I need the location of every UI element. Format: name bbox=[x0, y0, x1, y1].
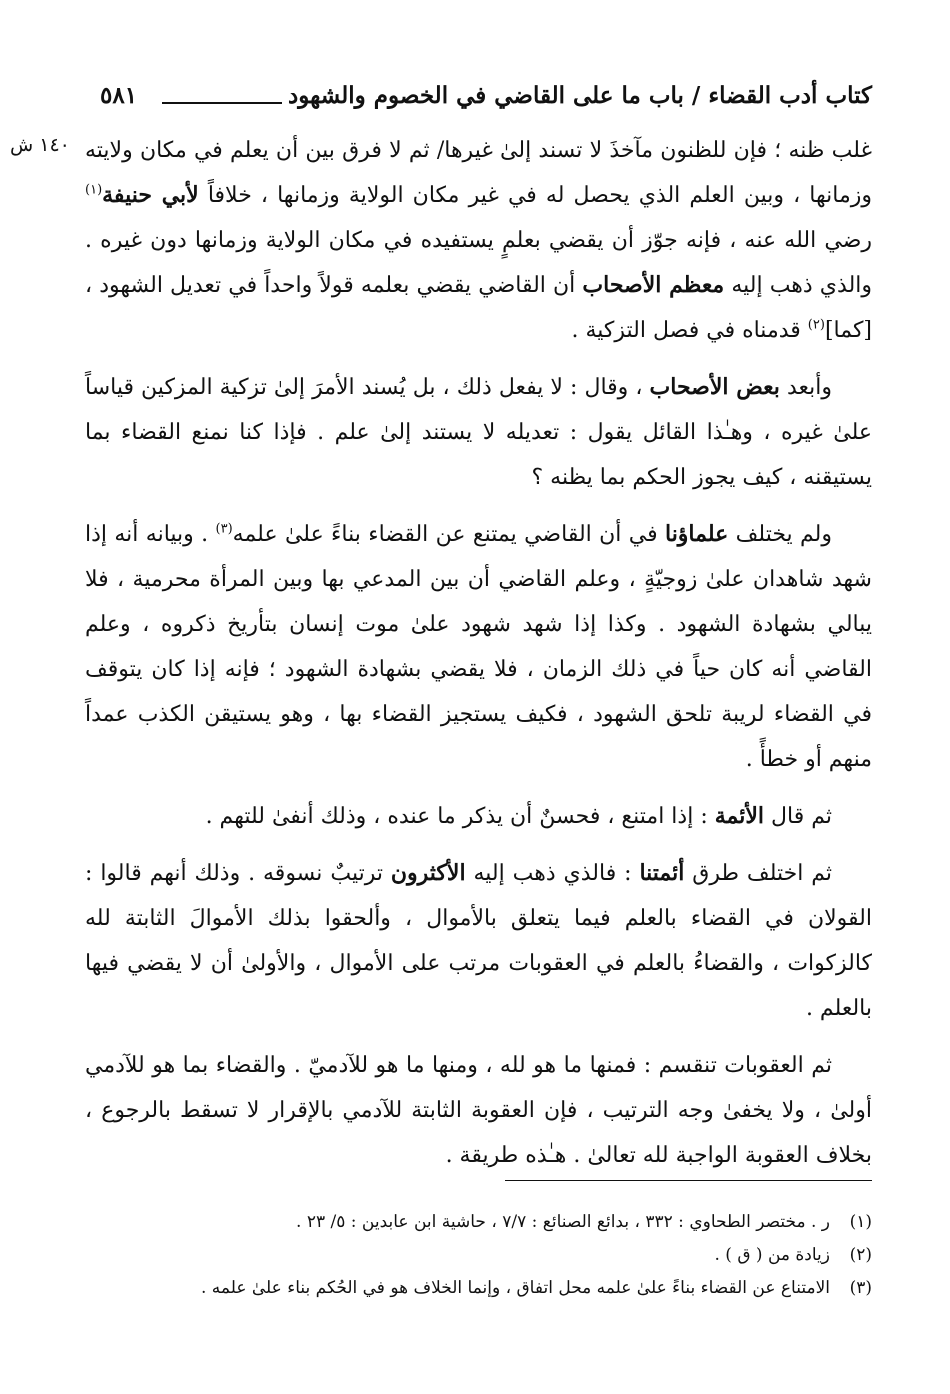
emphasized-term: الأئمة bbox=[714, 803, 765, 829]
footnote-number: (٣) bbox=[849, 1278, 872, 1298]
emphasized-term: معظم الأصحاب bbox=[582, 272, 725, 298]
emphasized-term: الأكثرون bbox=[390, 860, 466, 886]
text-run: غلب ظنه ؛ فإن للظنون مآخذَ لا تسند إلىٰ غيرها/ ثم لا فرق بين أن يعلم في مكان ولايته وزمانها ، وبين العلم الذي يحصل له في غير مكان الولاية وزمانها ، خلافاً bbox=[85, 138, 872, 208]
running-header bbox=[100, 78, 872, 118]
footnote-text: الامتناع عن القضاء بناءً علىٰ علمه محل اتفاق ، وإنما الخلاف هو في الحُكم بناء علىٰ علمه . bbox=[200, 1278, 830, 1298]
footnote-text: ر . مختصر الطحاوي : ٣٣٢ ، بدائع الصنائع : ٧/٧ ، حاشية ابن عابدين : ٥/ ٢٣ . bbox=[296, 1212, 830, 1232]
text-run: قدمناه في فصل التزكية . bbox=[571, 318, 808, 343]
text-run: ثم اختلف طرق bbox=[684, 861, 832, 886]
text-run: ولم يختلف bbox=[728, 522, 832, 547]
paragraph bbox=[85, 1043, 872, 1178]
page-number: ٥٨١ bbox=[100, 82, 138, 109]
footnote-ref: (٣) bbox=[215, 521, 233, 537]
paragraph bbox=[85, 851, 872, 1031]
emphasized-term: لأبي حنيفة bbox=[102, 182, 199, 208]
footnote-text: زيادة من ( ق ) . bbox=[714, 1245, 830, 1265]
paragraph bbox=[85, 128, 872, 353]
footnote-item bbox=[85, 1239, 872, 1272]
text-run: . وبيانه أنه إذا شهد شاهدان علىٰ زوجيّةٍ ، وعلم القاضي أن بين المدعي بها وبين المرأة محرمية ، فلا يبالي بشهادة الشهود . وكذا إذا شهد شهود علىٰ موت إنسان بتأريخ ذكروه ، وعلم القاضي أنه كان حياً في ذلك الزمان ، فلا يقضي بشهادة الشهود ؛ فإنه إذا كان يتوقف في القضاء لريبة تلحق الشهود ، فكيف يستجيز القضاء بها ، وهو يستيقن الكذب عمداً منهم أو خطأً . bbox=[85, 522, 872, 772]
footnotes bbox=[85, 1206, 872, 1305]
footnote-number: (٢) bbox=[849, 1245, 872, 1265]
margin-folio-note: ١٤٠ ش bbox=[10, 134, 70, 156]
emphasized-term: أئمتنا bbox=[639, 860, 685, 886]
emphasized-term: بعض الأصحاب bbox=[649, 374, 780, 400]
text-run: : إذا امتنع ، فحسنٌ أن يذكر ما عنده ، وذلك أنفىٰ للتهم . bbox=[205, 804, 715, 829]
main-text bbox=[85, 128, 872, 1190]
footnote-ref: (٢) bbox=[807, 317, 825, 333]
footnote-separator bbox=[505, 1180, 872, 1181]
text-run: وأبعد bbox=[779, 375, 832, 400]
header-rule bbox=[162, 102, 282, 104]
footnote-number: (١) bbox=[849, 1212, 872, 1232]
header-title: كتاب أدب القضاء / باب ما على القاضي في الخصوم والشهود bbox=[288, 82, 872, 109]
text-run: ثم العقوبات تنقسم : فمنها ما هو لله ، ومنها ما هو للآدميّ . والقضاء بما هو للآدمي أولىٰ ، ولا يخفىٰ وجه الترتيب ، فإن العقوبة الثابتة للآدمي بالإقرار لا تسقط بالرجوع ، بخلاف العقوبة الواجبة لله تعالىٰ . هـٰذه طريقة . bbox=[85, 1053, 872, 1168]
paragraph bbox=[85, 365, 872, 500]
text-run: في أن القاضي يمتنع عن القضاء بناءً علىٰ علمه bbox=[232, 522, 665, 547]
text-run: ثم قال bbox=[764, 804, 832, 829]
text-run: : فالذي ذهب إليه bbox=[465, 861, 640, 886]
text-run: رضي الله عنه ، فإنه جوّز أن يقضي بعلمٍ يستفيده في مكان الولاية وزمانها دون غيره . والذي ذهب إليه bbox=[85, 228, 873, 298]
text-run: ، وقال : لا يفعل ذلك ، بل يُسند الأمرَ إلىٰ تزكية المزكين قياساً علىٰ غيره ، وهـٰذا القائل يقول : تعديله لا يستند إلىٰ علم . فإذا كنا نمنع القضاء بما يستيقنه ، كيف يجوز الحكم بما يظنه ؟ bbox=[85, 375, 872, 490]
paragraph bbox=[85, 794, 872, 839]
footnote-ref: (١) bbox=[85, 182, 103, 198]
footnote-item bbox=[85, 1206, 872, 1239]
text-run: أن القاضي يقضي بعلمه قولاً واحداً في تعديل الشهود ، [كما] bbox=[85, 273, 872, 343]
footnote-item bbox=[85, 1272, 872, 1305]
paragraph bbox=[85, 512, 872, 782]
emphasized-term: علماؤنا bbox=[664, 521, 729, 547]
text-run: ترتيبٌ نسوقه . وذلك أنهم قالوا : القولان في القضاء بالعلم فيما يتعلق بالأموال ، وألحقوا بذلك الأموالَ الثابتة لله كالزكوات ، والقضاءُ بالعلم في العقوبات مرتب على الأموال ، والأولىٰ أن لا يقضي فيها بالعلم . bbox=[85, 861, 872, 1021]
